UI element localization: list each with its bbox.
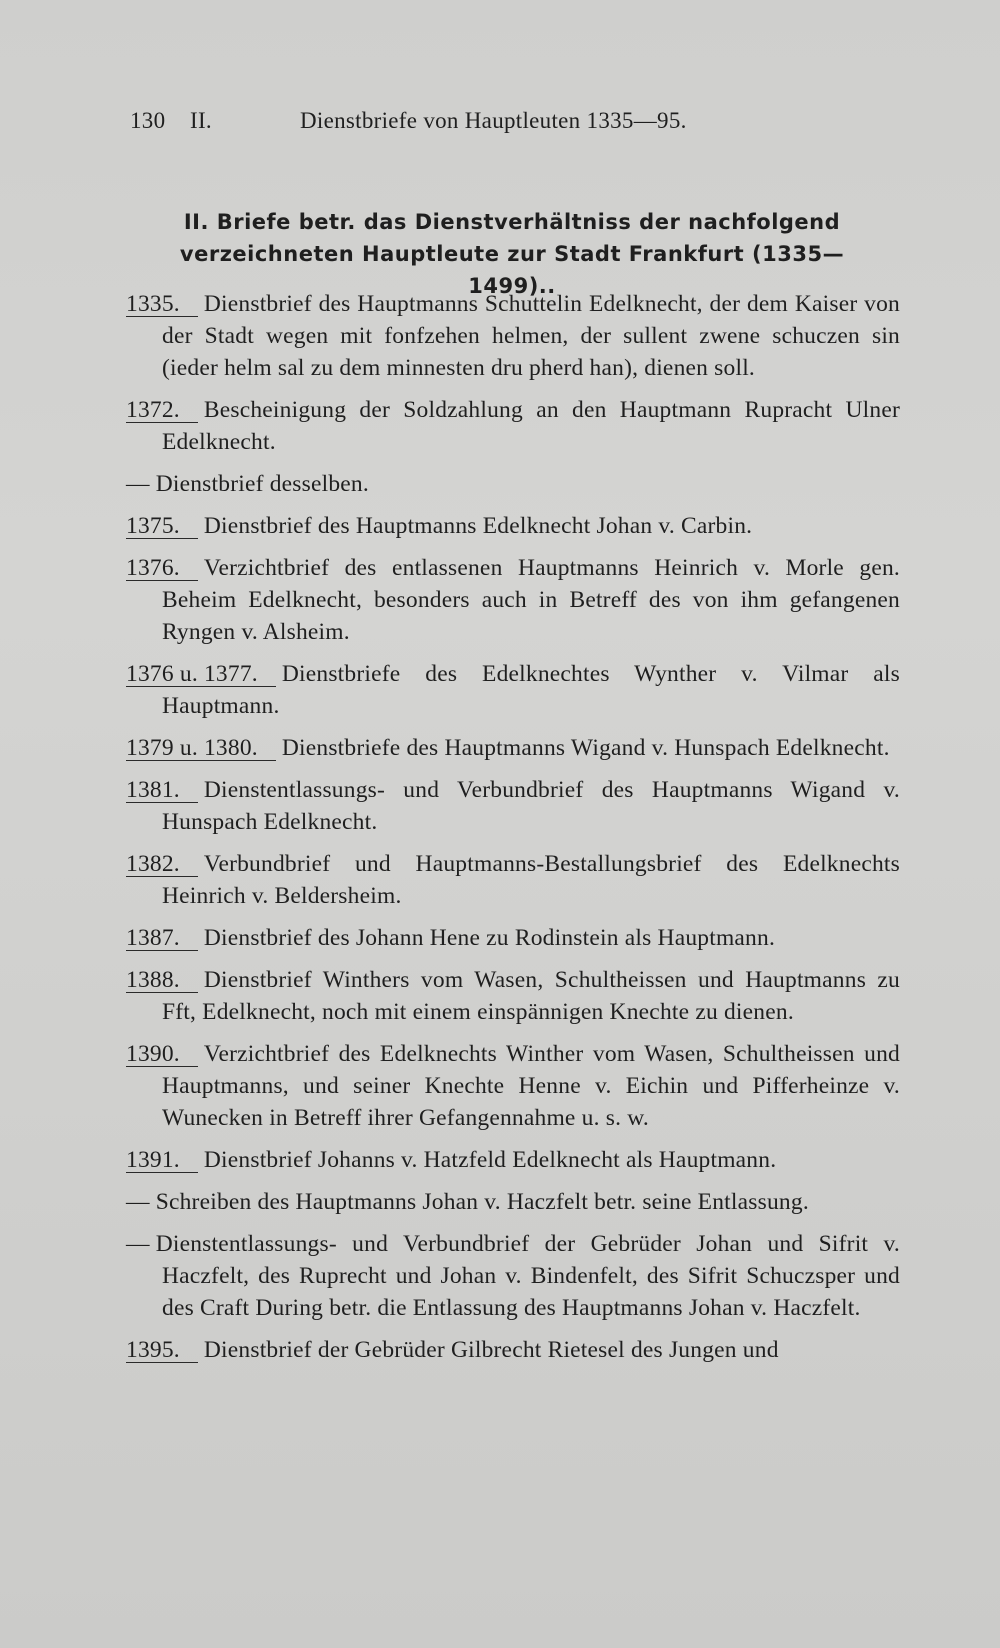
section-title-line: II. Briefe betr. das Dienstverhältniss der nachfolgend xyxy=(183,210,841,234)
section-title-line: verzeichneten Hauptleute zur Stadt Frankfurt (1335—1499).. xyxy=(179,242,845,298)
entry-dash: — xyxy=(126,471,150,497)
entry-text: Dienstbrief des Johann Hene zu Rodinstein als Hauptmann. xyxy=(203,925,776,951)
entry-text: Schreiben des Hauptmanns Johan v. Haczfelt betr. seine Entlassung. xyxy=(155,1189,809,1215)
entry-year: 1335. xyxy=(126,292,198,317)
entry-year: 1382. xyxy=(126,852,198,877)
entry-text: Dienstbrief der Gebrüder Gilbrecht Rietesel des Jungen und xyxy=(203,1337,779,1363)
list-item xyxy=(126,848,900,912)
page-number: 130 xyxy=(130,108,166,133)
entry-text: Verbundbrief und Hauptmanns-Bestallungsbrief des Edelknechts Heinrich v. Beldersheim. xyxy=(162,851,900,909)
entry-year: 1381. xyxy=(126,778,198,803)
entry-text: Dienstbrief des Hauptmanns Schuttelin Edelknecht, der dem Kaiser von der Stadt wegen mit fonfzehen helmen, der sullent zwene schuczen sin (ieder helm sal zu dem minnesten dru pherd han), dienen soll. xyxy=(162,291,900,381)
running-title: Dienstbriefe von Hauptleuten 1335—95. xyxy=(300,108,687,133)
entry-year: 1379 u. 1380. xyxy=(126,736,276,761)
entry-text: Dienstbrief des Hauptmanns Edelknecht Johan v. Carbin. xyxy=(203,513,753,539)
list-item xyxy=(126,1186,900,1218)
entry-text: Dienstbriefe des Edelknechtes Wynther v. Vilmar als Hauptmann. xyxy=(162,661,900,719)
entry-year: 1376 u. 1377. xyxy=(126,662,276,687)
list-item xyxy=(126,552,900,648)
list-item xyxy=(126,1334,900,1366)
list-item xyxy=(126,394,900,458)
entry-list xyxy=(126,288,900,1376)
entry-year: 1390. xyxy=(126,1042,198,1067)
list-item xyxy=(126,510,900,542)
list-item xyxy=(126,1228,900,1324)
entry-year: 1375. xyxy=(126,514,198,539)
list-item xyxy=(126,922,900,954)
entry-text: Dienstbriefe des Hauptmanns Wigand v. Hunspach Edelknecht. xyxy=(281,735,890,761)
entry-text: Dienstbrief Johanns v. Hatzfeld Edelknecht als Hauptmann. xyxy=(203,1147,777,1173)
entry-year: 1372. xyxy=(126,398,198,423)
entry-text: Verzichtbrief des entlassenen Hauptmanns Heinrich v. Morle gen. Beheim Edelknecht, besonders auch in Betreff des von ihm gefangenen Ryngen v. Alsheim. xyxy=(162,555,900,645)
entry-text: Dienstbrief Winthers vom Wasen, Schultheissen und Hauptmanns zu Fft, Edelknecht, noch mit einem einspännigen Knechte zu dienen. xyxy=(162,967,900,1025)
entry-dash: — xyxy=(126,1189,150,1215)
entry-year: 1388. xyxy=(126,968,198,993)
entry-year: 1391. xyxy=(126,1148,198,1173)
entry-dash: — xyxy=(126,1231,150,1257)
list-item xyxy=(126,1038,900,1134)
list-item xyxy=(126,1144,900,1176)
list-item xyxy=(126,774,900,838)
list-item xyxy=(126,658,900,722)
list-item xyxy=(126,288,900,384)
list-item xyxy=(126,964,900,1028)
entry-year: 1376. xyxy=(126,556,198,581)
list-item xyxy=(126,732,900,764)
entry-year: 1387. xyxy=(126,926,198,951)
list-item xyxy=(126,468,900,500)
entry-year: 1395. xyxy=(126,1338,198,1363)
entry-text: Dienstbrief desselben. xyxy=(155,471,369,497)
entry-text: Verzichtbrief des Edelknechts Winther vom Wasen, Schultheissen und Hauptmanns, und seiner Knechte Henne v. Eichin und Pifferheinze v. Wunecken in Betreff ihrer Gefangennahme u. s. w. xyxy=(162,1041,900,1131)
running-header xyxy=(130,108,870,138)
entry-text: Bescheinigung der Soldzahlung an den Hauptmann Rupracht Ulner Edelknecht. xyxy=(162,397,900,455)
part-number: II. xyxy=(190,108,212,133)
entry-text: Dienstentlassungs- und Verbundbrief des Hauptmanns Wigand v. Hunspach Edelknecht. xyxy=(162,777,900,835)
entry-text: Dienstentlassungs- und Verbundbrief der Gebrüder Johan und Sifrit v. Haczfelt, des Ruprecht und Johan v. Bindenfelt, des Sifrit Schuczsper und des Craft During betr. die Entlassung des Hauptmanns Johan v. Haczfelt. xyxy=(155,1231,900,1321)
